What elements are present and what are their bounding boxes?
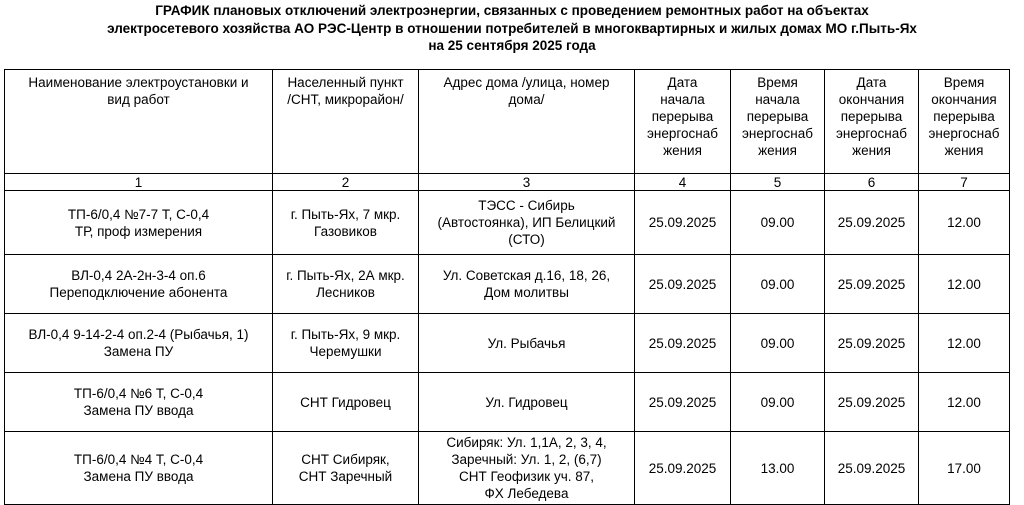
header-row xyxy=(5,70,1010,174)
column-number-row xyxy=(5,174,1010,191)
header-end-date xyxy=(825,70,919,174)
header-end-time-line: перерыва xyxy=(933,109,995,124)
address-cell-line: Ул. Рыбачья xyxy=(487,335,566,351)
header-start-time-line: энергоснаб xyxy=(742,126,813,141)
address-cell-line: СНТ Геофизик уч. 87, xyxy=(458,469,594,484)
end-date-cell: 25.09.2025 xyxy=(825,191,919,255)
address-cell-line: (Автостоянка), ИП Белицкий xyxy=(437,215,616,230)
installation-cell-line: ТП-6/0,4 №6 Т, С-0,4 xyxy=(73,386,204,401)
address-cell-line: (СТО) xyxy=(508,232,545,247)
address-cell xyxy=(419,314,635,373)
start-time-cell: 09.00 xyxy=(731,314,825,373)
header-locality xyxy=(273,70,419,174)
address-cell-line: ФХ Лебедева xyxy=(484,486,569,501)
header-end-time xyxy=(919,70,1010,174)
end-time-cell: 12.00 xyxy=(919,373,1010,432)
end-time-cell: 17.00 xyxy=(919,432,1010,505)
installation-cell-line: Переподключение абонента xyxy=(49,285,228,300)
header-start-time-line: жения xyxy=(758,143,797,158)
locality-cell xyxy=(273,255,419,314)
address-cell xyxy=(419,255,635,314)
locality-cell-line: г. Пыть-Ях, 7 мкр. xyxy=(290,206,401,222)
start-time-cell: 09.00 xyxy=(731,255,825,314)
header-end-date-line: перерыва xyxy=(840,109,903,124)
start-date-cell: 25.09.2025 xyxy=(635,314,731,373)
locality-cell-line: Газовиков xyxy=(314,223,377,239)
header-end-date-line: окончания xyxy=(838,92,905,107)
column-number: 1 xyxy=(5,174,273,191)
locality-cell-line: СНТ Сибиряк, xyxy=(301,452,390,467)
installation-cell xyxy=(5,191,273,255)
installation-cell-line: ТР, проф измерения xyxy=(74,223,203,239)
installation-cell xyxy=(5,432,273,505)
header-start-date xyxy=(635,70,731,174)
end-date-cell: 25.09.2025 xyxy=(825,373,919,432)
installation-cell-line: Замена ПУ xyxy=(103,344,174,359)
address-cell-line: Сибиряк: Ул. 1,1А, 2, 3, 4, xyxy=(446,435,607,450)
outage-schedule-table xyxy=(4,69,1010,505)
column-number: 7 xyxy=(919,174,1010,191)
end-date-cell: 25.09.2025 xyxy=(825,255,919,314)
header-locality-line: /СНТ, микрорайон/ xyxy=(287,92,404,107)
installation-cell xyxy=(5,373,273,432)
start-time-cell: 13.00 xyxy=(731,432,825,505)
locality-cell xyxy=(273,314,419,373)
installation-cell-line: Замена ПУ ввода xyxy=(83,469,194,484)
address-cell xyxy=(419,373,635,432)
header-end-date-line: Дата xyxy=(856,75,887,90)
header-start-date-line: энергоснаб xyxy=(647,126,718,141)
header-end-time-line: Время xyxy=(943,75,985,90)
table-row xyxy=(5,373,1010,432)
installation-cell-line: ТП-6/0,4 №7-7 Т, С-0,4 xyxy=(67,206,210,222)
address-cell xyxy=(419,432,635,505)
header-address-line: Адрес дома /улица, номер xyxy=(443,75,610,90)
installation-cell-line: ВЛ-0,4 2А-2н-3-4 оп.6 xyxy=(71,268,206,283)
locality-cell-line: СНТ Гидровец xyxy=(300,394,391,410)
header-start-date-line: Дата xyxy=(667,75,698,90)
header-installation-line: Наименование электроустановки и xyxy=(28,75,249,90)
header-start-date-line: жения xyxy=(663,143,702,158)
locality-cell-line: г. Пыть-Ях, 9 мкр. xyxy=(290,327,401,342)
start-date-cell: 25.09.2025 xyxy=(635,432,731,505)
address-cell-line: Ул. Советская д.16, 18, 26, xyxy=(442,268,611,283)
column-number: 6 xyxy=(825,174,919,191)
start-date-cell: 25.09.2025 xyxy=(635,191,731,255)
header-address-line: дома/ xyxy=(508,92,545,107)
table-row xyxy=(5,432,1010,505)
installation-cell xyxy=(5,314,273,373)
header-start-time-line: Время xyxy=(757,75,798,90)
table-row xyxy=(5,255,1010,314)
table-row xyxy=(5,314,1010,373)
end-time-cell: 12.00 xyxy=(919,255,1010,314)
installation-cell-line: Замена ПУ ввода xyxy=(83,403,194,418)
address-cell-line: Дом молитвы xyxy=(484,285,569,300)
address-cell xyxy=(419,191,635,255)
header-start-time-line: перерыва xyxy=(746,109,809,124)
column-number: 4 xyxy=(635,174,731,191)
start-date-cell: 25.09.2025 xyxy=(635,373,731,432)
installation-cell-line: ВЛ-0,4 9-14-2-4 оп.2-4 (Рыбачья, 1) xyxy=(28,327,249,342)
installation-cell xyxy=(5,255,273,314)
header-end-date-line: жения xyxy=(852,143,891,158)
address-cell-line: Ул. Гидровец xyxy=(485,394,568,410)
header-start-date-line: перерыва xyxy=(651,109,714,124)
locality-cell-line: г. Пыть-Ях, 2А мкр. xyxy=(286,268,405,283)
end-time-cell: 12.00 xyxy=(919,191,1010,255)
header-installation-line: вид работ xyxy=(107,92,170,107)
header-start-date-line: начала xyxy=(660,92,705,107)
locality-cell-line: СНТ Заречный xyxy=(298,469,393,484)
header-end-time-line: жения xyxy=(944,143,984,158)
locality-cell-line: Лесников xyxy=(316,285,375,300)
end-date-cell: 25.09.2025 xyxy=(825,314,919,373)
header-start-time-line: начала xyxy=(755,92,800,107)
locality-cell xyxy=(273,191,419,255)
header-locality-line: Населенный пункт xyxy=(287,75,404,90)
locality-cell xyxy=(273,432,419,505)
locality-cell xyxy=(273,373,419,432)
column-number: 5 xyxy=(731,174,825,191)
start-time-cell: 09.00 xyxy=(731,373,825,432)
start-date-cell: 25.09.2025 xyxy=(635,255,731,314)
header-start-time xyxy=(731,70,825,174)
locality-cell-line: Черемушки xyxy=(309,344,382,359)
end-time-cell: 12.00 xyxy=(919,314,1010,373)
title-line-1: ГРАФИК плановых отключений электроэнергии, связанных с проведением ремонтных работ на объектах xyxy=(155,3,869,18)
column-number: 2 xyxy=(273,174,419,191)
table-body xyxy=(5,70,1010,505)
column-number: 3 xyxy=(419,174,635,191)
header-end-date-line: энергоснаб xyxy=(836,126,907,141)
title-line-2: электросетевого хозяйства АО РЭС-Центр в отношении потребителей в многоквартирных и жилых домах МО г.Пыть-Ях xyxy=(107,20,917,36)
address-cell-line: ТЭСС - Сибирь xyxy=(478,198,575,213)
header-end-time-line: энергоснаб xyxy=(928,126,1000,141)
start-time-cell: 09.00 xyxy=(731,191,825,255)
end-date-cell: 25.09.2025 xyxy=(825,432,919,505)
table-row xyxy=(5,191,1010,255)
address-cell-line: Заречный: Ул. 1, 2, (6,7) xyxy=(451,452,602,467)
installation-cell-line: ТП-6/0,4 №4 Т, С-0,4 xyxy=(73,452,204,467)
title-line-3: на 25 сентября 2025 года xyxy=(428,38,596,53)
header-end-time-line: окончания xyxy=(931,92,997,107)
header-installation xyxy=(5,70,273,174)
header-address xyxy=(419,70,635,174)
document-title xyxy=(0,2,1024,55)
